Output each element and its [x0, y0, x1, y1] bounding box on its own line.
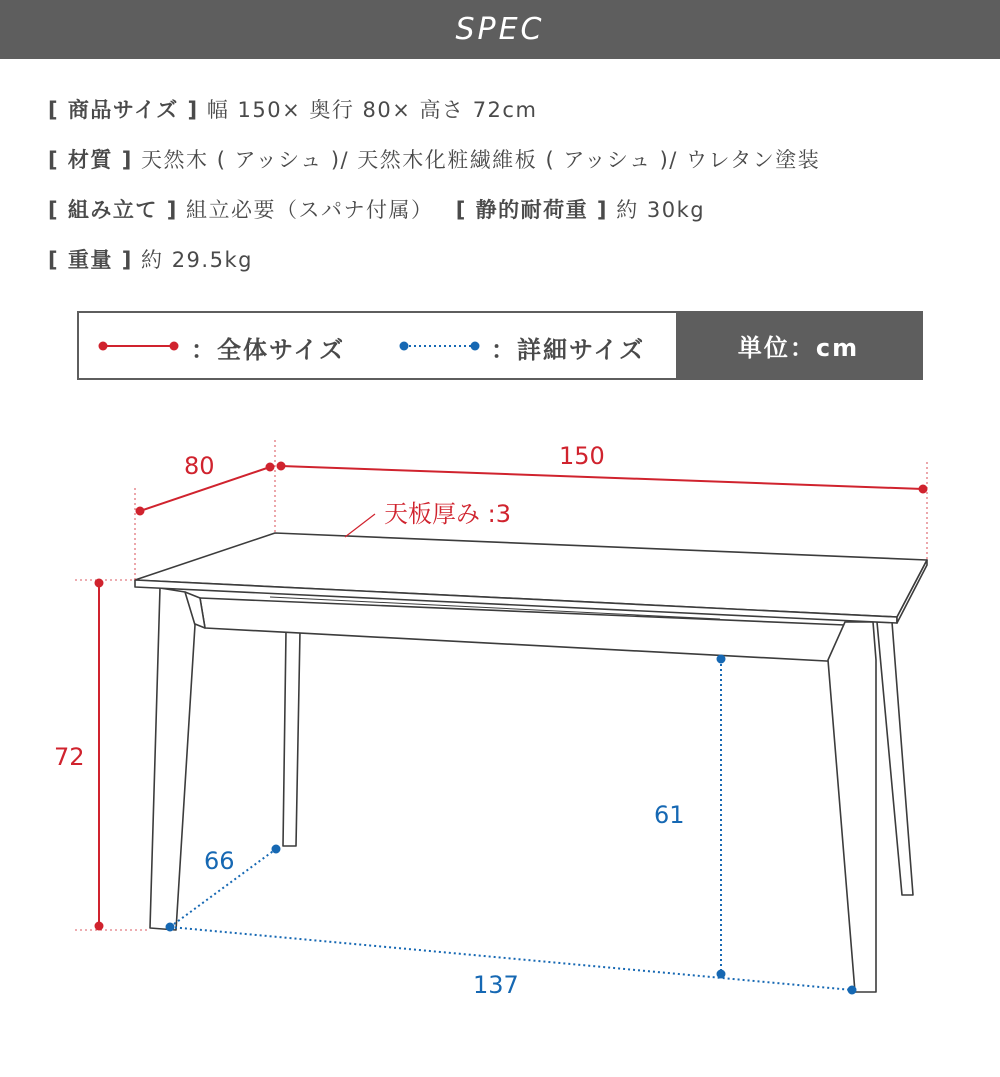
depth-dimension-label: 80: [184, 452, 215, 480]
width-dimension-start-dot: [277, 462, 285, 470]
legend-detail-label: ：詳細サイズ: [491, 336, 646, 364]
table-front-right-leg: [828, 622, 876, 992]
inner-height-dimension-label: 61: [654, 801, 685, 829]
spec-assembly-value: 組立必要（スパナ付属）: [186, 198, 434, 222]
table-front-left-leg: [150, 588, 195, 930]
spec-load-value: 約 30kg: [616, 198, 706, 222]
spec-size-label: [ 商品サイズ ]: [48, 98, 199, 122]
legend-unit-label: 単位：cm: [676, 313, 921, 378]
spec-material-value: 天然木 ( アッシュ )/ 天然木化粧繊維板 ( アッシュ )/ ウレタン塗装: [141, 148, 821, 172]
height-dimension-start-dot: [95, 579, 103, 587]
width-dimension-label: 150: [559, 442, 605, 470]
inner-width-dimension-label: 137: [473, 971, 519, 999]
top-thickness-label: 天板厚み :3: [384, 500, 511, 528]
depth-dimension-end-dot: [266, 463, 274, 471]
spec-material-label: [ 材質 ]: [48, 148, 133, 172]
legend-overall-label: ：全体サイズ: [191, 336, 346, 364]
detail-dimension-lines: [166, 655, 856, 994]
table-back-left-leg: [283, 631, 300, 846]
table-illustration: [135, 533, 927, 992]
depth-dimension-start-dot: [136, 507, 144, 515]
table-back-right-leg: [877, 622, 913, 895]
spec-weight-label: [ 重量 ]: [48, 248, 133, 272]
inner-depth-dimension-label: 66: [204, 847, 235, 875]
inner-height-top-dot: [717, 655, 725, 663]
spec-load-label: [ 静的耐荷重 ]: [455, 198, 609, 222]
spec-assembly-label: [ 組み立て ]: [48, 198, 178, 222]
inner-width-end-dot: [848, 986, 856, 994]
inner-width-start-dot: [166, 923, 174, 931]
height-dimension-end-dot: [95, 922, 103, 930]
header-title: SPEC: [455, 12, 545, 47]
spec-weight-value: 約 29.5kg: [141, 248, 253, 272]
width-dimension-end-dot: [919, 485, 927, 493]
top-thickness-leader-line: [345, 514, 375, 537]
height-dimension-label: 72: [54, 743, 85, 771]
inner-depth-end-dot: [272, 845, 280, 853]
spec-size-value: 幅 150× 奥行 80× 高さ 72cm: [206, 98, 538, 122]
